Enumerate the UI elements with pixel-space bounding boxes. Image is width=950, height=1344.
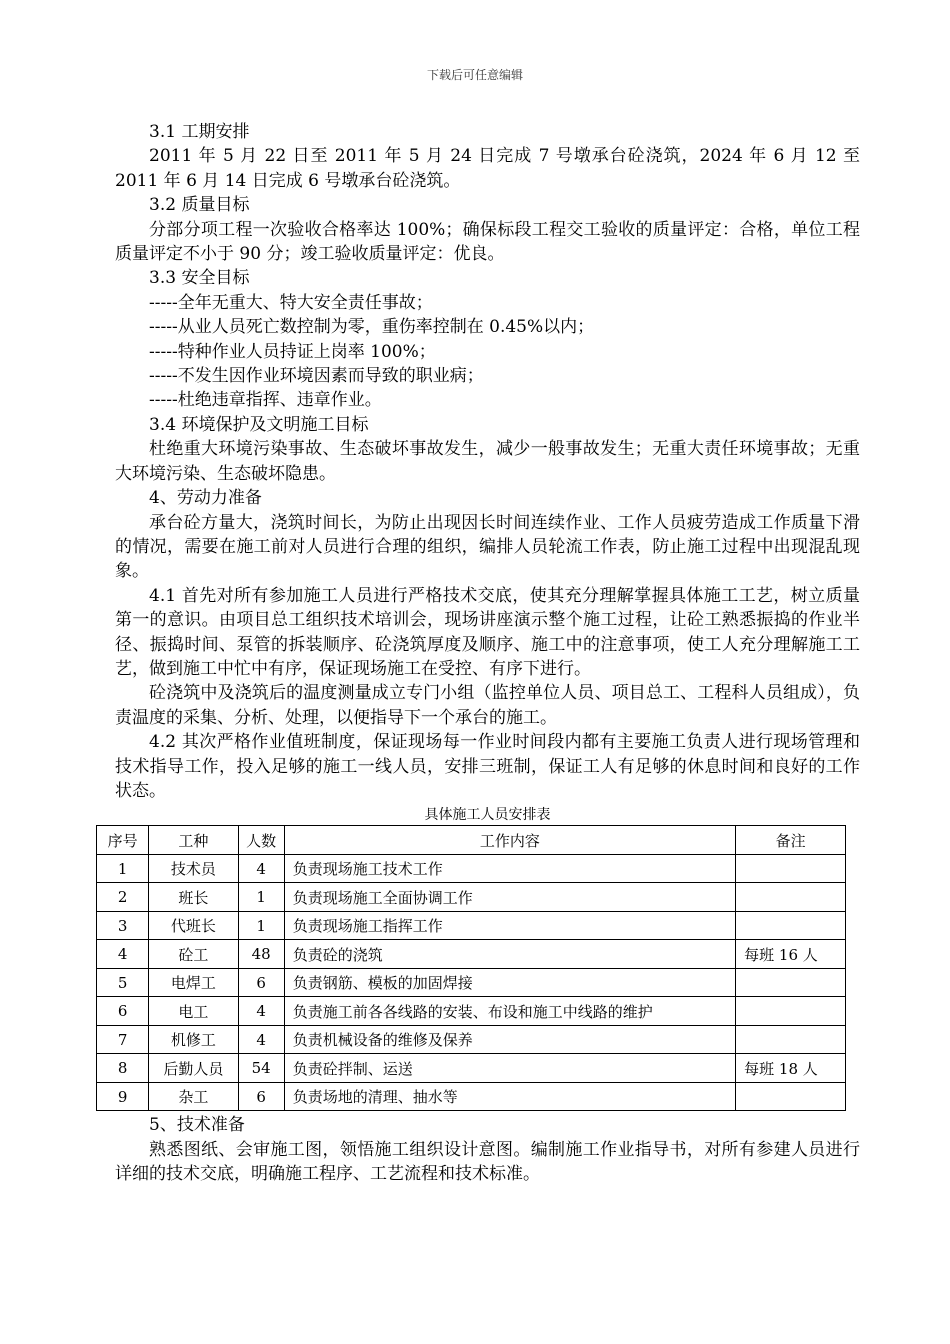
table-body [97,854,846,1111]
cell-index: 4 [97,940,149,969]
cell-remarks [736,997,846,1026]
cell-count: 4 [238,854,284,883]
cell-trade: 后勤人员 [149,1054,238,1083]
paragraph: 3.4 环境保护及文明施工目标 [149,414,369,435]
table-row [97,1025,846,1054]
cell-count: 6 [238,968,284,997]
header-work-content: 工作内容 [284,826,735,855]
table-caption: 具体施工人员安排表 [424,807,551,824]
paragraph: 承台砼方量大，浇筑时间长，为防止出现因长时间连续作业、工作人员疲劳造成工作质量下滑的情况，需要在施工前对人员进行合理的组织，编排人员轮流工作表，防止施工过程中出现混乱现象。 [115,512,860,582]
cell-count: 54 [238,1054,284,1083]
table-row [97,911,846,940]
cell-remarks [736,883,846,912]
cell-work-content: 负责场地的清理、抽水等 [284,1082,735,1111]
table-row [97,1082,846,1111]
cell-work-content: 负责现场施工技术工作 [284,854,735,883]
cell-trade: 代班长 [149,911,238,940]
table-row [97,968,846,997]
cell-trade: 电焊工 [149,968,238,997]
paragraph: 4.2 其次严格作业值班制度，保证现场每一作业时间段内都有主要施工负责人进行现场管理和技术指导工作，投入足够的施工一线人员，安排三班制，保证工人有足够的休息时间和良好的工作状态。 [115,732,860,801]
cell-work-content: 负责机械设备的维修及保养 [284,1025,735,1054]
paragraph: 3.2 质量目标 [149,195,250,216]
cell-trade: 砼工 [149,940,238,969]
paragraph: -----全年无重大、特大安全责任事故； [149,292,433,313]
cell-count: 4 [238,1025,284,1054]
cell-trade: 机修工 [149,1025,238,1054]
table-row [97,854,846,883]
cell-index: 6 [97,997,149,1026]
paragraph: 3.1 工期安排 [149,122,250,142]
paragraph: 杜绝重大环境污染事故、生态破坏事故发生，减少一般事故发生；无重大责任环境事故；无重大环境污染、生态破坏隐患。 [115,439,860,484]
document-body [107,120,860,1187]
section-bottom [115,1113,860,1186]
cell-count: 1 [238,883,284,912]
paragraph: 2011 年 5 月 22 日至 2011 年 5 月 24 日完成 7 号墩承台砼浇筑，2024 年 6 月 12 至 2011 年 6 月 14 日完成 6 号墩承台砼浇筑。 [115,146,860,191]
table-header-row [97,826,846,855]
header-remarks: 备注 [736,826,846,855]
cell-index: 8 [97,1054,149,1083]
header-count: 人数 [238,826,284,855]
cell-remarks [736,854,846,883]
cell-remarks [736,1025,846,1054]
section-top [115,120,860,803]
cell-trade: 杂工 [149,1082,238,1111]
cell-count: 1 [238,911,284,940]
paragraph: -----从业人员死亡数控制为零，重伤率控制在 0.45%以内； [149,317,595,338]
header-index: 序号 [97,826,149,855]
cell-remarks: 每班 18 人 [736,1054,846,1083]
cell-index: 7 [97,1025,149,1054]
paragraph: -----不发生因作业环境因素而导致的职业病； [149,366,484,387]
paragraph: 4.1 首先对所有参加施工人员进行严格技术交底，使其充分理解掌握具体施工工艺，树立质量第一的意识。由项目总工组织技术培训会，现场讲座演示整个施工过程，让砼工熟悉振捣的作业半径、振捣时间、泵管的拆装顺序、砼浇筑厚度及顺序、施工中的注意事项，使工人充分理解施工工艺，做到施工中忙中有序，保证现场施工在受控、有序下进行。 [115,585,860,679]
paragraph: -----杜绝违章指挥、违章作业。 [149,390,382,411]
cell-index: 9 [97,1082,149,1111]
cell-index: 3 [97,911,149,940]
paragraph: 分部分项工程一次验收合格率达 100%；确保标段工程交工验收的质量评定：合格，单位工程质量评定不小于 90 分；竣工验收质量评定：优良。 [115,219,860,265]
cell-work-content: 负责砼拌制、运送 [284,1054,735,1083]
cell-work-content: 负责施工前各各线路的安装、布设和施工中线路的维护 [284,997,735,1026]
cell-count: 4 [238,997,284,1026]
cell-work-content: 负责砼的浇筑 [284,940,735,969]
cell-work-content: 负责现场施工指挥工作 [284,911,735,940]
cell-trade: 班长 [149,883,238,912]
cell-index: 1 [97,854,149,883]
cell-work-content: 负责钢筋、模板的加固焊接 [284,968,735,997]
cell-trade: 技术员 [149,854,238,883]
page-header: 下载后可任意编辑 [426,68,523,82]
paragraph: 5、技术准备 [149,1115,245,1136]
paragraph: 砼浇筑中及浇筑后的温度测量成立专门小组（监控单位人员、项目总工、工程科人员组成），负责温度的采集、分析、处理，以便指导下一个承台的施工。 [115,683,860,728]
cell-index: 2 [97,883,149,912]
cell-trade: 电工 [149,997,238,1026]
cell-work-content: 负责现场施工全面协调工作 [284,883,735,912]
cell-count: 6 [238,1082,284,1111]
cell-remarks [736,1082,846,1111]
cell-remarks [736,911,846,940]
paragraph: 熟悉图纸、会审施工图，领悟施工组织设计意图。编制施工作业指导书，对所有参建人员进行详细的技术交底，明确施工程序、工艺流程和技术标准。 [115,1139,860,1185]
paragraph: 4、劳动力准备 [149,488,262,509]
table-row [97,940,846,969]
cell-remarks: 每班 16 人 [736,940,846,969]
staff-table [96,825,846,1111]
table-row [97,997,846,1026]
paragraph: -----特种作业人员持证上岗率 100%； [149,341,436,362]
header-trade: 工种 [149,826,238,855]
cell-index: 5 [97,968,149,997]
cell-remarks [736,968,846,997]
paragraph: 3.3 安全目标 [149,268,250,289]
table-row [97,1054,846,1083]
cell-count: 48 [238,940,284,969]
table-row [97,883,846,912]
